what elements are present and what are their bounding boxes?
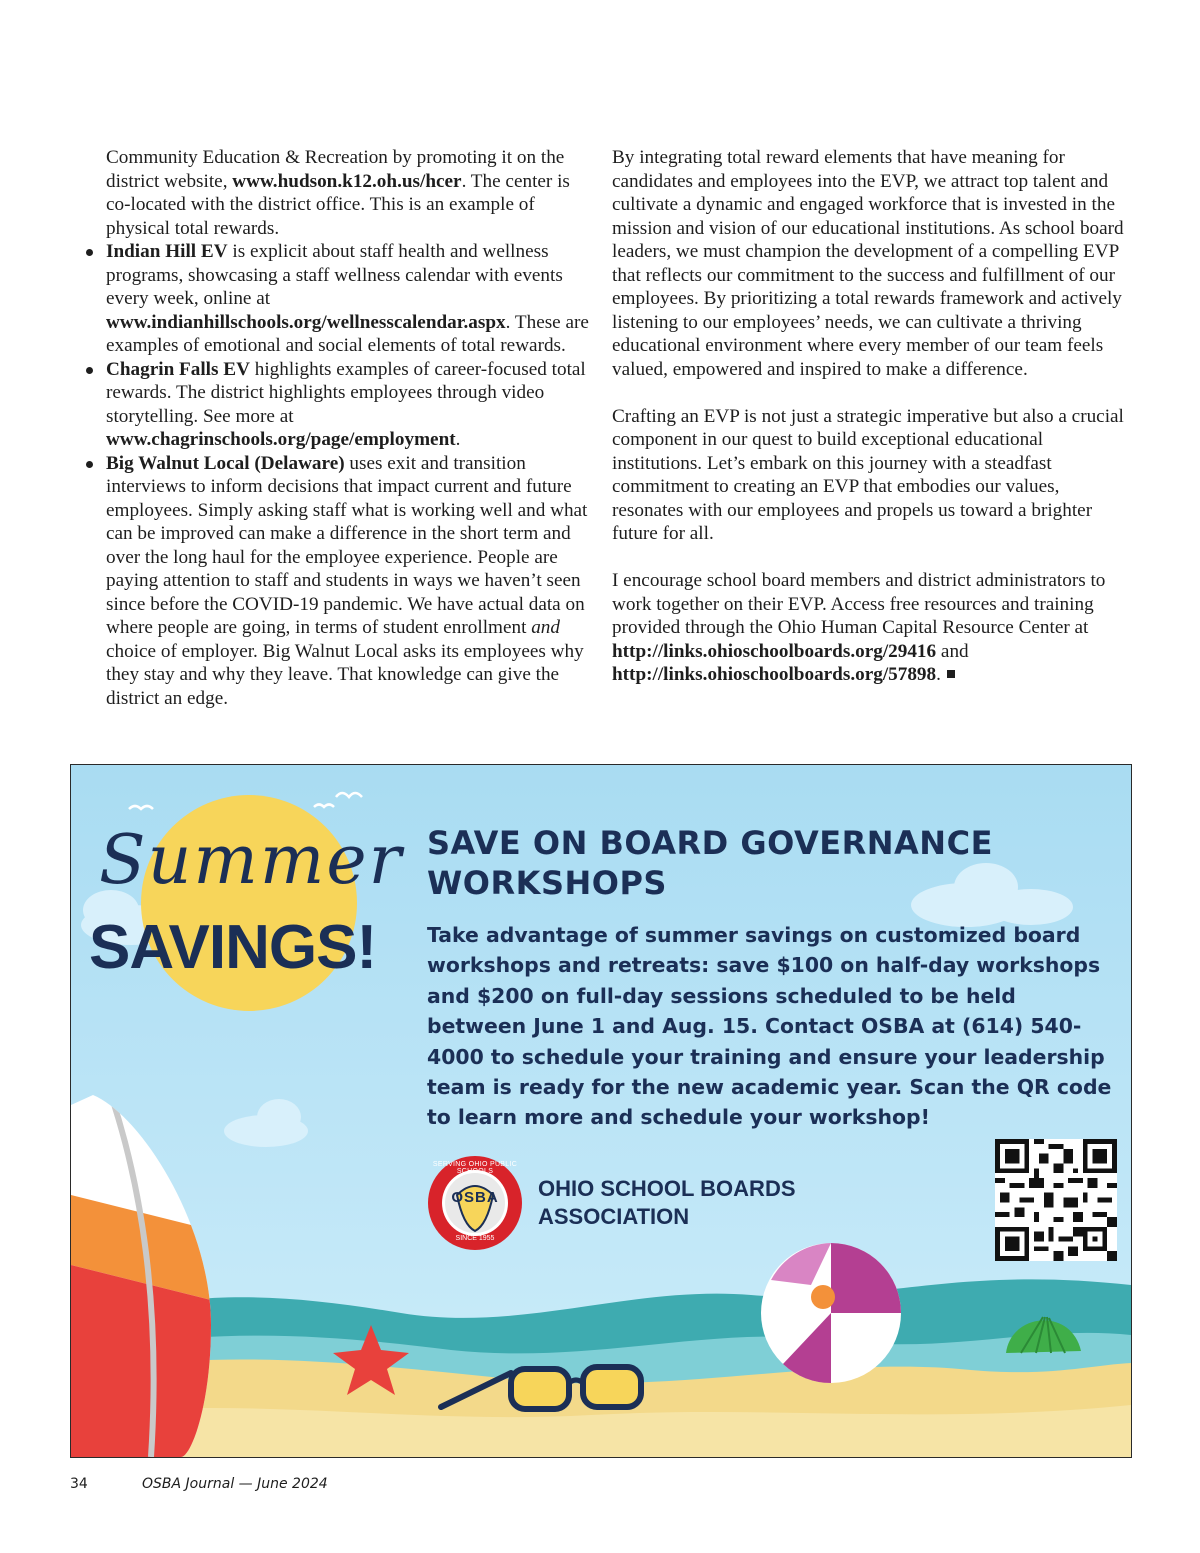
intro-text-end: . The center is co-located with the district office. This is an example of physical total rewards. (106, 170, 570, 239)
resource-link-29416[interactable]: http://links.ohioschoolboards.org/29416 (612, 640, 937, 662)
seal-top-text: SERVING OHIO PUBLIC SCHOOLS (432, 1161, 518, 1175)
bullet-text: . These are examples of emotional and social elements of total rewards. (106, 311, 589, 356)
encourage-text: I encourage school board members and district administrators to work together on their EVP. Access free resources and training provided through the Ohio Human Capital Resource Center at (612, 570, 1106, 638)
intro-paragraph (106, 146, 596, 240)
emphasis-text: and (531, 617, 560, 638)
cloud-icon (224, 1099, 308, 1147)
resource-link-57898[interactable]: http://links.ohioschoolboards.org/57898 (612, 664, 937, 685)
intro-text-start: Community Education & Recreation by promoting it on the district website, (106, 147, 565, 192)
paragraph-total-rewards: By integrating total reward elements that have meaning for candidates and employees into the EVP, we attract top talent and cultivate a dynamic and engaged workforce that is invested in the mission and vision of our educational institutions. As school board leaders, we must champion the development of a compelling EVP that reflects our commitment to the success and fulfillment of our employees. By prioritizing a total rewards framework and actively listening to our employees’ needs, we can cultivate a thriving educational environment where every member of our team feels valued, empowered and inspired to make a difference. (612, 147, 1124, 380)
bullet-text: is explicit about staff health and wellness programs, showcasing a staff wellness calendar with events every week, online at (106, 241, 563, 309)
district-name: Big Walnut Local (Delaware) (106, 452, 345, 474)
osba-seal-logo (427, 1155, 523, 1251)
savings-title: SAVINGS! (89, 913, 377, 982)
beach-ball-icon (761, 1243, 901, 1383)
right-column (612, 146, 1132, 687)
list-item-chagrin-falls (106, 358, 596, 452)
qr-code-icon[interactable] (995, 1139, 1117, 1261)
encourage-text: and (936, 640, 969, 662)
organization-name (538, 1175, 858, 1231)
district-name: Chagrin Falls EV (106, 358, 250, 380)
paragraph-encourage (612, 569, 1132, 687)
summer-script-title: Summer (99, 821, 404, 900)
chagrin-link[interactable]: www.chagrinschools.org/page/employment (106, 429, 456, 450)
end-mark-icon (947, 670, 955, 678)
summer-savings-ad[interactable] (70, 764, 1132, 1458)
left-column (106, 146, 596, 710)
indian-hill-link[interactable]: www.indianhillschools.org/wellnesscalendar.aspx (106, 311, 506, 333)
org-name-line1: OHIO SCHOOL BOARDS (538, 1176, 796, 1201)
hudson-link[interactable]: www.hudson.k12.oh.us/hcer (232, 170, 462, 192)
bullet-text: highlights examples of career-focused total rewards. The district highlights employees through video storytelling. See more at (106, 358, 586, 427)
page-number: 34 (70, 1476, 88, 1492)
seal-bottom-text: SINCE 1955 (455, 1235, 495, 1242)
list-item-indian-hill (106, 240, 596, 358)
bullet-text: choice of employer. Big Walnut Local asks its employees why they stay and why they leave. That knowledge can give the district an edge. (106, 640, 584, 709)
paragraph-crafting-evp: Crafting an EVP is not just a strategic imperative but also a crucial component in our quest to build exceptional educational institutions. Let’s embark on this journey with a steadfast commitment to creating an EVP that embodies our values, resonates with our employees and propels us toward a brighter future for all. (612, 405, 1124, 544)
encourage-text: . (936, 664, 941, 685)
org-name-line2: ASSOCIATION (538, 1204, 690, 1229)
ad-body-text: Take advantage of summer savings on customized board workshops and retreats: save $100 on half-day workshops and $200 on full-day sessions scheduled to be held between June 1 and Aug. 15. Contact OSBA at (614) 540-4000 to schedule your training and ensure your leadership team is ready for the new academic year. Scan the QR code to learn more and schedule your workshop! (427, 923, 1112, 1130)
bullet-text: . (455, 429, 461, 450)
seal-letters: OSBA (451, 1189, 499, 1206)
district-examples-list (106, 240, 596, 710)
district-name: Indian Hill EV (106, 241, 228, 262)
ad-heading: SAVE ON BOARD GOVERNANCE WORKSHOPS (427, 824, 993, 902)
journal-issue: OSBA Journal — June 2024 (142, 1476, 328, 1492)
list-item-big-walnut (106, 452, 596, 711)
bullet-text: uses exit and transition interviews to inform decisions that impact current and future employees. Simply asking staff what is working well and what can be improved can make a difference in the short term and over the long haul for the employee experience. People are paying attention to staff and students in ways we haven’t seen since before the COVID-19 pandemic. We have actual data on where people are going, in terms of student enrollment (106, 452, 588, 638)
